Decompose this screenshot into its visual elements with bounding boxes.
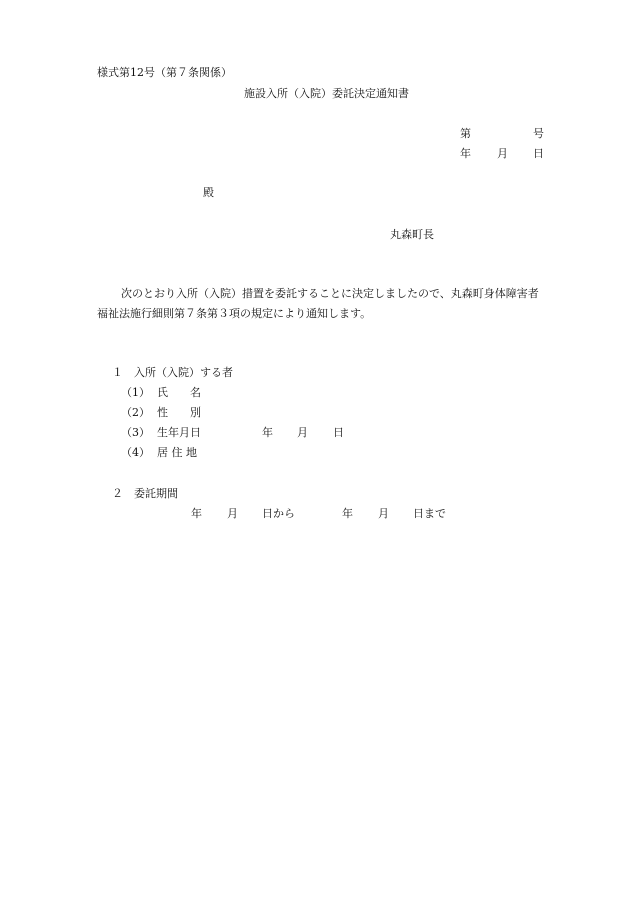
period-to-year: 年	[342, 507, 353, 520]
period-from-month: 月	[227, 507, 238, 520]
section-2-heading: ２ 委託期間	[112, 487, 178, 500]
item-1-label: 氏 名	[157, 386, 201, 399]
item-4-number: （4）	[121, 446, 150, 459]
addressee-suffix: 殿	[203, 186, 214, 199]
birth-month: 月	[297, 426, 308, 439]
date-month: 月	[497, 147, 508, 160]
document-number-go: 号	[533, 127, 544, 140]
date-day: 日	[533, 147, 544, 160]
item-3-number: （3）	[121, 426, 150, 439]
form-number-label: 様式第12号（第７条関係）	[97, 66, 232, 79]
period-to-month: 月	[378, 507, 389, 520]
period-from-day: 日から	[262, 507, 295, 520]
item-4-label: 居 住 地	[157, 446, 197, 459]
period-from-year: 年	[191, 507, 202, 520]
item-2-number: （2）	[121, 406, 150, 419]
document-title: 施設入所（入院）委託決定通知書	[244, 87, 409, 100]
date-year: 年	[460, 147, 471, 160]
birth-day: 日	[333, 426, 344, 439]
body-line-1: 次のとおり入所（入院）措置を委託することに決定しましたので、丸森町身体障害者	[121, 287, 539, 300]
item-2-label: 性 別	[157, 406, 201, 419]
period-to-day: 日まで	[413, 507, 446, 520]
document-number-dai: 第	[460, 127, 471, 140]
body-line-2: 福祉法施行細則第７条第３項の規定により通知します。	[97, 307, 372, 320]
item-1-number: （1）	[121, 386, 150, 399]
section-1-heading: １ 入所（入院）する者	[112, 366, 233, 379]
item-3-label: 生年月日	[157, 426, 201, 439]
birth-year: 年	[262, 426, 273, 439]
issuer: 丸森町長	[390, 228, 434, 241]
